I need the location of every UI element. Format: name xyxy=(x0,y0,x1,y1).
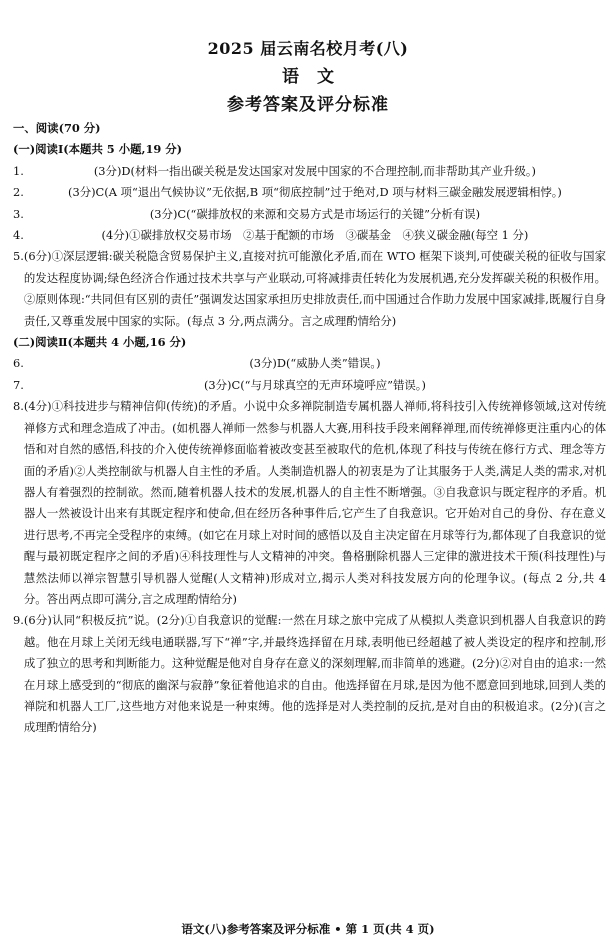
answer-text: (6分)认同“积极反抗”说。(2分)①自我意识的觉醒:一然在月球之旅中完成了从模拟人类意识到机器人自我意识的跨越。他在月球上关闭无线电通联器,写下“禅”字,并最终选择留在月球,表明他已经超越了被人类设定的程序和控制,形成了独立的思考和判断能力。这种觉醒是他对自身存在意义的深刻理解,而非简单的逃避。(2分)②对自由的追求:一然在月球上感受到的“彻底的幽深与寂静”象征着他追求的自由。他选择留在月球,是因为他不愿意回到地球,回到人类的禅院和机器人工厂,这些地方对他来说是一种束缚。他的选择是对人类控制的反抗,是对自由的积极追求。(2分)(言之成理酌情给分) xyxy=(23,613,606,735)
answer-number: 4. xyxy=(13,228,24,243)
answer-item xyxy=(13,353,606,374)
answer-number: 6. xyxy=(13,356,24,371)
answer-item xyxy=(13,246,606,332)
answer-item xyxy=(13,204,606,225)
answer-item xyxy=(13,396,606,610)
answer-item xyxy=(13,161,606,182)
answer-key-subtitle: 参考答案及评分标准 xyxy=(227,95,389,115)
answer-text: (4分)①碳排放权交易市场 ②基于配额的市场 ③碳基金 ④狭义碳金融(每空 1 分) xyxy=(101,228,529,243)
answer-number: 5. xyxy=(13,249,24,264)
answer-list-reading-1 xyxy=(13,161,606,332)
section-heading-reading: 一、阅读(70 分) xyxy=(13,121,101,135)
answer-body xyxy=(13,118,606,739)
subject-title: 语文 xyxy=(282,67,352,87)
exam-title: 2025 届云南名校月考(八) xyxy=(207,39,409,58)
answer-item xyxy=(13,610,606,738)
subsection-heading-reading-2: (二)阅读Ⅱ(本题共 4 小题,16 分) xyxy=(13,335,187,350)
answer-text: (4分)①科技进步与精神信仰(传统)的矛盾。小说中众多禅院制造专属机器人禅师,将科技引入传统禅修领域,这对传统禅修方式和理念造成了冲击。(如机器人禅师一然参与机器人大赛,用科技手段来阐释禅理,而传统禅修更注重内心的体悟和对自然的感悟,科技的介入使传统禅修面临着被改变甚至被取代的危机,体现了科技与传统在修行方式、理念等方面的矛盾)②人类控制欲与机器人自主性的矛盾。人类制造机器人的初衷是为了让其服务于人类,满足人类的需求,对机器人有着强烈的控制欲。然而,随着机器人技术的发展,机器人的自主性不断增强。③自我意识与既定程序的矛盾。机器人一然被设计出来有其既定程序和使命,但在经历各种事件后,它产生了自我意识。它开始对自己的身份、存在意义进行思考,不再完全受程序的束缚。(如它在月球上对时间的感悟以及自主决定留在月球等行为,都体现了自我意识的觉醒与最初既定程序之间的矛盾)④科技理性与人文精神的冲突。鲁格删除机器人三定律的激进技术干预(科技理性)与慧然法师以禅宗智慧引导机器人觉醒(人文精神)形成对立,揭示人类对科技发展方向的伦理争议。(每点 2 分,共 4 分。答出两点即可满分,言之成理酌情给分) xyxy=(23,399,606,606)
answer-number: 1. xyxy=(13,163,24,178)
answer-item xyxy=(13,182,606,203)
answer-item xyxy=(13,225,606,246)
answer-number: 9. xyxy=(13,613,24,628)
answer-number: 2. xyxy=(13,185,24,200)
answer-item xyxy=(13,375,606,396)
answer-list-reading-2 xyxy=(13,353,606,738)
subsection-heading-reading-1: (一)阅读Ⅰ(本题共 5 小题,19 分) xyxy=(13,142,183,157)
answer-text: (6分)①深层逻辑:碳关税隐含贸易保护主义,直接对抗可能激化矛盾,而在 WTO 框架下谈判,可使碳关税的征收与国家的发达程度协调;绿色经济合作通过技术共享与产业联动,可将减排责任转化为发展机遇,充分发挥碳关税的积极作用。②原则体现:“共同但有区别的责任”强调发达国家承担历史排放责任,而中国通过合作助力发展中国家减排,既履行自身责任,又尊重发展中国家的实际。(每点 3 分,两点满分。言之成理酌情给分) xyxy=(23,249,606,328)
answer-number: 3. xyxy=(13,206,24,221)
answer-text: (3分)D(“威胁人类”错误。) xyxy=(249,356,381,371)
answer-text: (3分)C(A 项“退出气候协议”无依据,B 项“彻底控制”过于绝对,D 项与材料三碳金融发展逻辑相悖。) xyxy=(68,185,562,200)
answer-text: (3分)D(材料一指出碳关税是发达国家对发展中国家的不合理控制,而非帮助其产业升级。) xyxy=(93,163,537,178)
answer-text: (3分)C(“碳排放权的来源和交易方式是市场运行的关键”分析有误) xyxy=(149,206,481,221)
answer-number: 8. xyxy=(13,399,24,414)
answer-number: 7. xyxy=(13,377,24,392)
page-footer: 语文(八)参考答案及评分标准 • 第 1 页(共 4 页) xyxy=(181,922,435,936)
answer-text: (3分)C(“与月球真空的无声环境呼应”错误。) xyxy=(203,377,426,392)
